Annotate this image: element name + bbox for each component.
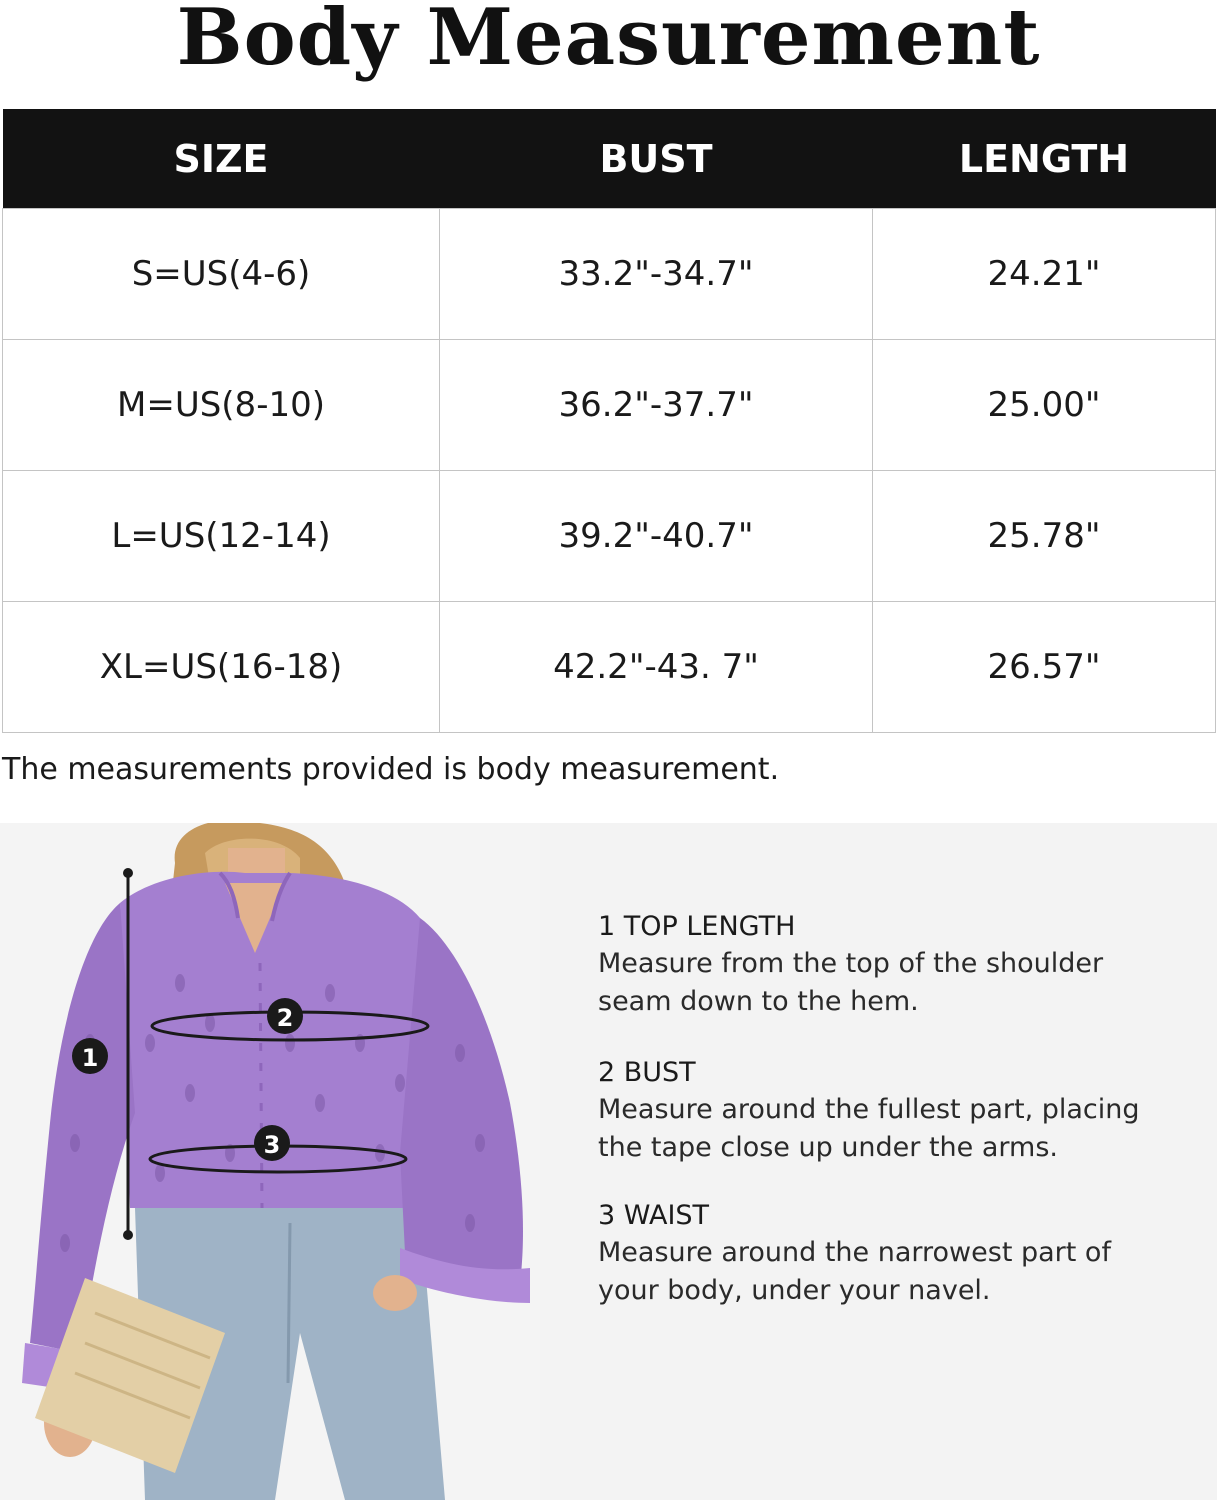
- guide-waist: [598, 1199, 1198, 1309]
- table-row: [3, 602, 1216, 733]
- table-header-row: [3, 109, 1216, 209]
- marker-3: [254, 1125, 290, 1161]
- header-size: SIZE: [3, 109, 440, 209]
- length-cell: 24.21": [873, 209, 1216, 340]
- bust-cell: 39.2"-40.7": [440, 471, 873, 602]
- guide-text-line: Measure from the top of the shoulder: [598, 948, 1104, 979]
- table-row: [3, 209, 1216, 340]
- guide-top-length: [598, 910, 1198, 1020]
- length-cell: 25.78": [873, 471, 1216, 602]
- size-chart-table: [2, 109, 1216, 733]
- marker-2: [267, 998, 303, 1034]
- length-cell: 26.57": [873, 602, 1216, 733]
- table-row: [3, 471, 1216, 602]
- size-cell: M=US(8-10): [3, 340, 440, 471]
- measurement-note: The measurements provided is body measurement.: [2, 752, 780, 787]
- guide-heading: 3 WAIST: [598, 1200, 710, 1231]
- page-title: Body Measurement: [176, 0, 1041, 83]
- bust-cell: 36.2"-37.7": [440, 340, 873, 471]
- table-row: [3, 340, 1216, 471]
- size-cell: L=US(12-14): [3, 471, 440, 602]
- guide-heading: 1 TOP LENGTH: [598, 911, 796, 942]
- length-cell: 25.00": [873, 340, 1216, 471]
- guide-bust: [598, 1056, 1198, 1166]
- svg-text:3: 3: [263, 1131, 281, 1159]
- measurement-markers: [0, 823, 540, 1500]
- size-cell: S=US(4-6): [3, 209, 440, 340]
- header-bust: BUST: [440, 109, 873, 209]
- guide-text-line: Measure around the narrowest part of: [598, 1237, 1111, 1268]
- guide-text-line: your body, under your navel.: [598, 1275, 991, 1306]
- bust-cell: 42.2"-43. 7": [440, 602, 873, 733]
- guide-heading: 2 BUST: [598, 1057, 696, 1088]
- guide-text-line: the tape close up under the arms.: [598, 1132, 1058, 1163]
- guide-text-line: Measure around the fullest part, placing: [598, 1094, 1140, 1125]
- svg-text:2: 2: [276, 1004, 294, 1032]
- measurement-guide-panel: [540, 823, 1217, 1500]
- svg-text:1: 1: [81, 1044, 99, 1072]
- model-photo: [0, 823, 540, 1500]
- size-cell: XL=US(16-18): [3, 602, 440, 733]
- bust-cell: 33.2"-34.7": [440, 209, 873, 340]
- marker-1: [72, 1038, 108, 1074]
- header-length: LENGTH: [873, 109, 1216, 209]
- guide-text-line: seam down to the hem.: [598, 986, 919, 1017]
